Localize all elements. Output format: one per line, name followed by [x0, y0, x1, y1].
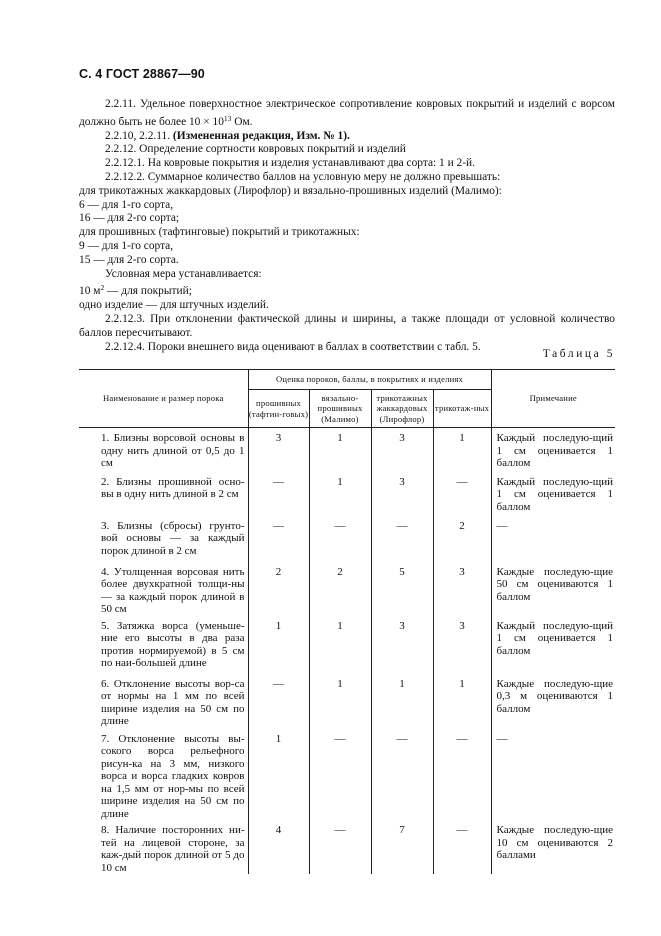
- score-liroflor-cell: 1: [371, 674, 433, 729]
- table-row: [79, 562, 615, 616]
- table-caption: Таблица 5: [542, 348, 615, 360]
- paragraph-text: — для покрытий;: [104, 285, 192, 298]
- score-knitted-cell: —: [433, 472, 491, 516]
- score-malimo-cell: 2: [309, 562, 371, 616]
- col-header-malimo: вязально-прошивных (Малимо): [309, 390, 371, 428]
- paragraph-line: 9 — для 1-го сорта,: [79, 239, 174, 252]
- paragraph-line: для трикотажных жаккардовых (Лирофлор) и вязально-прошивных изделий (Малимо):: [79, 184, 502, 197]
- paragraph-line: 15 — для 2-го сорта.: [79, 253, 179, 266]
- score-tufted-cell: 1: [248, 616, 309, 674]
- amendment-note: (Измененная редакция, Изм. № 1).: [172, 129, 350, 142]
- score-knitted-cell: 1: [433, 428, 491, 472]
- defect-name-cell: 5. Затяжка ворса (уменьше-ние его высоты в два раза против нормируемой) в 5 см по наи-большей длине: [79, 616, 248, 674]
- paragraph-line: 6 — для 1-го сорта,: [79, 198, 174, 211]
- paragraph-2-2-12-2: 2.2.12.2. Суммарное количество баллов на условную меру не должно превышать:: [105, 170, 501, 183]
- page-header: С. 4 ГОСТ 28867—90: [79, 67, 205, 81]
- col-header-tufted: прошивных (тафтин-говых): [248, 390, 309, 428]
- body-text: [79, 98, 615, 354]
- paragraph-line: Условная мера устанавливается:: [105, 267, 262, 280]
- note-cell: Каждые последую-щие 0,3 м оцениваются 1 баллом: [496, 677, 614, 715]
- superscript: 2: [100, 283, 105, 293]
- col-header-liroflor: трикотажных жаккардовых (Лирофлор): [371, 390, 433, 428]
- score-malimo-cell: 1: [309, 428, 371, 472]
- paragraph-text: 10 м: [79, 285, 101, 298]
- score-knitted-cell: —: [433, 729, 491, 821]
- paragraph-2-2-12-3: 2.2.12.3. При отклонении фактической длины и ширины, а также площади от условной количество баллов пересчитывают.: [79, 312, 615, 339]
- defect-name-cell: 1. Близны ворсовой основы в одну нить длиной от 0,5 до 1 см: [79, 428, 248, 472]
- superscript: 13: [223, 113, 232, 123]
- score-knitted-cell: 1: [433, 674, 491, 729]
- table-body: [79, 428, 615, 875]
- paragraph-text: 2.2.10, 2.2.11.: [105, 129, 173, 142]
- score-knitted-cell: 3: [433, 562, 491, 616]
- col-header-group: Оценка пороков, баллы, в покрытиях и изделиях: [248, 370, 491, 390]
- score-liroflor-cell: 3: [371, 428, 433, 472]
- score-liroflor-cell: 3: [371, 616, 433, 674]
- score-malimo-cell: 1: [309, 674, 371, 729]
- score-tufted-cell: —: [248, 472, 309, 516]
- score-knitted-cell: —: [433, 820, 491, 874]
- defects-table: [79, 369, 615, 874]
- paragraph-2-2-12-4: 2.2.12.4. Пороки внешнего вида оценивают в баллах в соответствии с табл. 5.: [105, 340, 481, 353]
- note-cell: Каждые последую-щие 10 см оцениваются 2 баллами: [496, 824, 614, 861]
- score-liroflor-cell: 7: [371, 820, 433, 874]
- table-row: [79, 616, 615, 674]
- paragraph-2-2-12-1: 2.2.12.1. На ковровые покрытия и изделия устанавливают два сорта: 1 и 2-й.: [105, 157, 475, 170]
- score-knitted-cell: 2: [433, 516, 491, 562]
- score-liroflor-cell: —: [371, 516, 433, 562]
- defect-name-cell: 2. Близны прошивной осно-вы в одну нить длиной в 2 см: [79, 472, 248, 516]
- defect-name-cell: 7. Отклонение высоты вы-сокого ворса рельефного рисун-ка на 3 мм, низкого ворса и ворса гладких ковров на 1,5 мм от нор-мы по всей ширине изделия на 50 см по длине: [79, 729, 248, 821]
- paragraph-amendment: [79, 130, 615, 144]
- note-cell: Каждый последую-щий 1 см оценивается 1 баллом: [496, 432, 614, 469]
- note-cell: —: [496, 732, 508, 745]
- score-tufted-cell: 1: [248, 729, 309, 821]
- score-liroflor-cell: 3: [371, 472, 433, 516]
- defect-name-cell: 4. Утолщенная ворсовая нить более двухкратной толщи-ны — за каждый порок длиной в 50 см: [79, 562, 248, 616]
- table-row: [79, 472, 615, 516]
- paragraph-text: 2.2.11. Удельное поверхностное электрическое сопротивление ковровых покрытий и изделий с ворсом должно быть не более 10 × 10: [79, 98, 615, 128]
- defect-name-cell: 8. Наличие посторонних ни-тей на лицевой стороне, за каж-дый порок длиной от 5 до 10 см: [79, 820, 248, 874]
- score-malimo-cell: —: [309, 820, 371, 874]
- paragraph-line: 16 — для 2-го сорта;: [79, 212, 180, 225]
- defect-name-cell: 3. Близны (сбросы) грунто-вой основы — за каждый порок длиной в 2 см: [79, 516, 248, 562]
- score-knitted-cell: 3: [433, 616, 491, 674]
- score-tufted-cell: —: [248, 674, 309, 729]
- table-row: [79, 729, 615, 821]
- score-liroflor-cell: 5: [371, 562, 433, 616]
- table-row: [79, 428, 615, 472]
- score-liroflor-cell: —: [371, 729, 433, 821]
- table-row: [79, 674, 615, 729]
- paragraph-2-2-12: 2.2.12. Определение сортности ковровых покрытий и изделий: [105, 143, 406, 156]
- table-row: [79, 820, 615, 874]
- paragraph-line: одно изделие — для штучных изделий.: [79, 299, 269, 312]
- note-cell: —: [496, 519, 508, 532]
- score-malimo-cell: 1: [309, 472, 371, 516]
- defect-name-cell: 6. Отклонение высоты вор-са от нормы на 1 мм по всей ширине изделия на 50 см по длине: [79, 674, 248, 729]
- score-tufted-cell: 2: [248, 562, 309, 616]
- table-row: [79, 516, 615, 562]
- note-cell: Каждый последую-щий 1 см оценивается 1 баллом: [496, 619, 614, 657]
- paragraph-2-2-11: [79, 98, 615, 130]
- col-header-knitted: трикотаж-ных: [433, 390, 491, 428]
- paragraph-line: для прошивных (тафтинговые) покрытий и трикотажных:: [79, 226, 360, 239]
- score-tufted-cell: 4: [248, 820, 309, 874]
- note-cell: Каждые последую-щие 50 см оцениваются 1 баллом: [496, 565, 614, 603]
- score-tufted-cell: 3: [248, 428, 309, 472]
- score-malimo-cell: —: [309, 729, 371, 821]
- note-cell: Каждый последую-щий 1 см оценивается 1 баллом: [496, 475, 614, 513]
- paragraph-text: Ом.: [231, 115, 253, 128]
- paragraph-line: [79, 281, 615, 299]
- score-malimo-cell: —: [309, 516, 371, 562]
- score-tufted-cell: —: [248, 516, 309, 562]
- col-header-name: Наименование и размер порока: [79, 370, 248, 428]
- col-header-note: Примечание: [491, 370, 615, 428]
- score-malimo-cell: 1: [309, 616, 371, 674]
